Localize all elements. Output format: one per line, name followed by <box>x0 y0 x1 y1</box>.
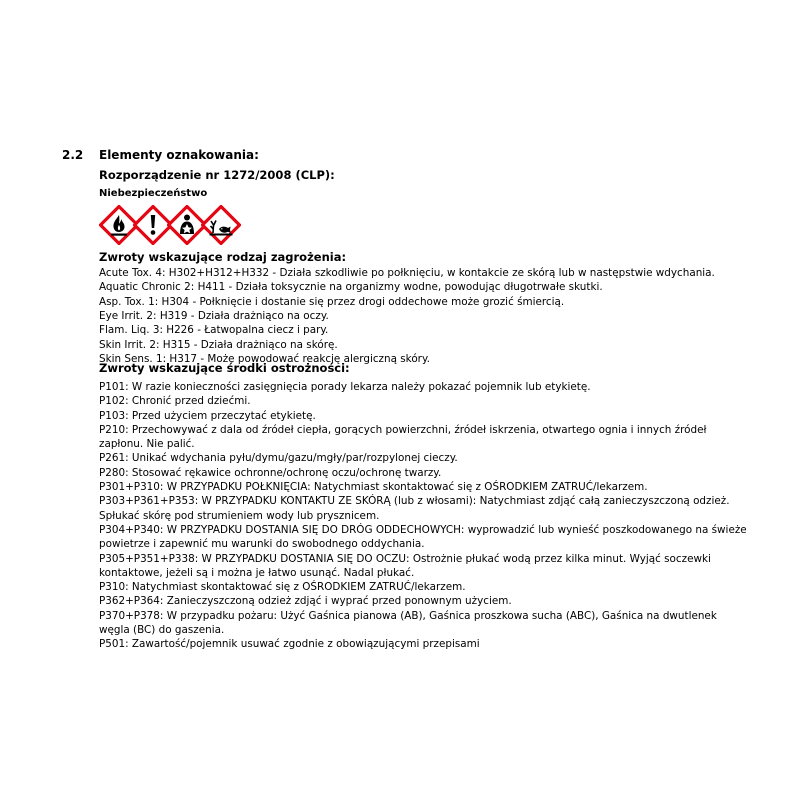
hazard-statement: Skin Irrit. 2: H315 - Działa drażniąco na skórę. <box>99 338 338 351</box>
regulation-heading: Rozporządzenie nr 1272/2008 (CLP): <box>99 168 335 182</box>
hazard-statement: Flam. Liq. 3: H226 - Łatwopalna ciecz i pary. <box>99 324 329 337</box>
precautionary-statements-list <box>99 380 749 652</box>
precautionary-statement: P280: Stosować rękawice ochronne/ochronę oczu/ochronę twarzy. <box>99 466 442 479</box>
hazard-statements-list <box>99 266 749 366</box>
precautionary-statements-heading: Zwroty wskazujące środki ostrożności: <box>99 361 350 375</box>
hazard-statement: Eye Irrit. 2: H319 - Działa drażniąco na oczy. <box>99 310 329 323</box>
hazard-statement: Skin Sens. 1: H317 - Może powodować reakcję alergiczną skóry. <box>99 353 430 366</box>
precautionary-statement: P304+P340: W PRZYPADKU DOSTANIA SIĘ DO DRÓG ODDECHOWYCH: wyprowadzić lub wynieść poszkodowanego na świeże powietrze i zapewnić mu warunki do swobodnego oddychania. <box>99 523 747 551</box>
precautionary-statement: P370+P378: W przypadku pożaru: Użyć Gaśnica pianowa (AB), Gaśnica proszkowa sucha (ABC), Gaśnica na dwutlenek węgla (BC) do gaszenia. <box>99 609 717 637</box>
precautionary-statement: P210: Przechowywać z dala od źródeł ciepła, gorących powierzchni, źródeł iskrzenia, otwartego ognia i innych źródeł zapłonu. Nie palić. <box>99 423 707 451</box>
precautionary-statement: P305+P351+P338: W PRZYPADKU DOSTANIA SIĘ DO OCZU: Ostrożnie płukać wodą przez kilka minut. Wyjąć soczewki kontaktowe, jeżeli są i można je łatwo usunąć. Nadal płukać. <box>99 552 711 579</box>
precautionary-statement: P310: Natychmiast skontaktować się z OŚRODKIEM ZATRUĆ/lekarzem. <box>99 581 466 594</box>
precautionary-statement: P101: W razie konieczności zasięgnięcia porady lekarza należy pokazać pojemnik lub etykietę. <box>99 381 591 393</box>
precautionary-statement: P501: Zawartość/pojemnik usuwać zgodnie z obowiązującymi przepisami <box>99 638 480 651</box>
hazard-statements-heading: Zwroty wskazujące rodzaj zagrożenia: <box>99 250 347 264</box>
environment-icon <box>201 205 241 245</box>
section-number: 2.2 <box>62 148 84 162</box>
precautionary-statement: P303+P361+P353: W PRZYPADKU KONTAKTU ZE SKÓRĄ (lub z włosami): Natychmiast zdjąć całą zanieczyszczoną odzież. Spłukać skórę pod strumieniem wody lub prysznicem. <box>99 495 730 522</box>
precautionary-statement: P301+P310: W PRZYPADKU POŁKNIĘCIA: Natychmiast skontaktować się z OŚRODKIEM ZATRUĆ/lekarzem. <box>99 481 648 494</box>
precautionary-statement: P362+P364: Zanieczyszczoną odzież zdjąć i wyprać przed ponownym użyciem. <box>99 595 512 608</box>
section-title: Elementy oznakowania: <box>99 148 259 162</box>
signal-word: Niebezpieczeństwo <box>99 188 208 199</box>
precautionary-statement: P102: Chronić przed dziećmi. <box>99 395 251 408</box>
hazard-statement: Aquatic Chronic 2: H411 - Działa toksycznie na organizmy wodne, powodując długotrwałe skutki. <box>99 281 603 294</box>
precautionary-statement: P261: Unikać wdychania pyłu/dymu/gazu/mgły/par/rozpylonej cieczy. <box>99 452 458 465</box>
hazard-statement: Asp. Tox. 1: H304 - Połknięcie i dostanie się przez drogi oddechowe może grozić śmiercią. <box>99 295 565 308</box>
precautionary-statement: P103: Przed użyciem przeczytać etykietę. <box>99 409 316 422</box>
hazard-statement: Acute Tox. 4: H302+H312+H332 - Działa szkodliwie po połknięciu, w kontakcie ze skórą lub w następstwie wdychania. <box>99 267 715 279</box>
